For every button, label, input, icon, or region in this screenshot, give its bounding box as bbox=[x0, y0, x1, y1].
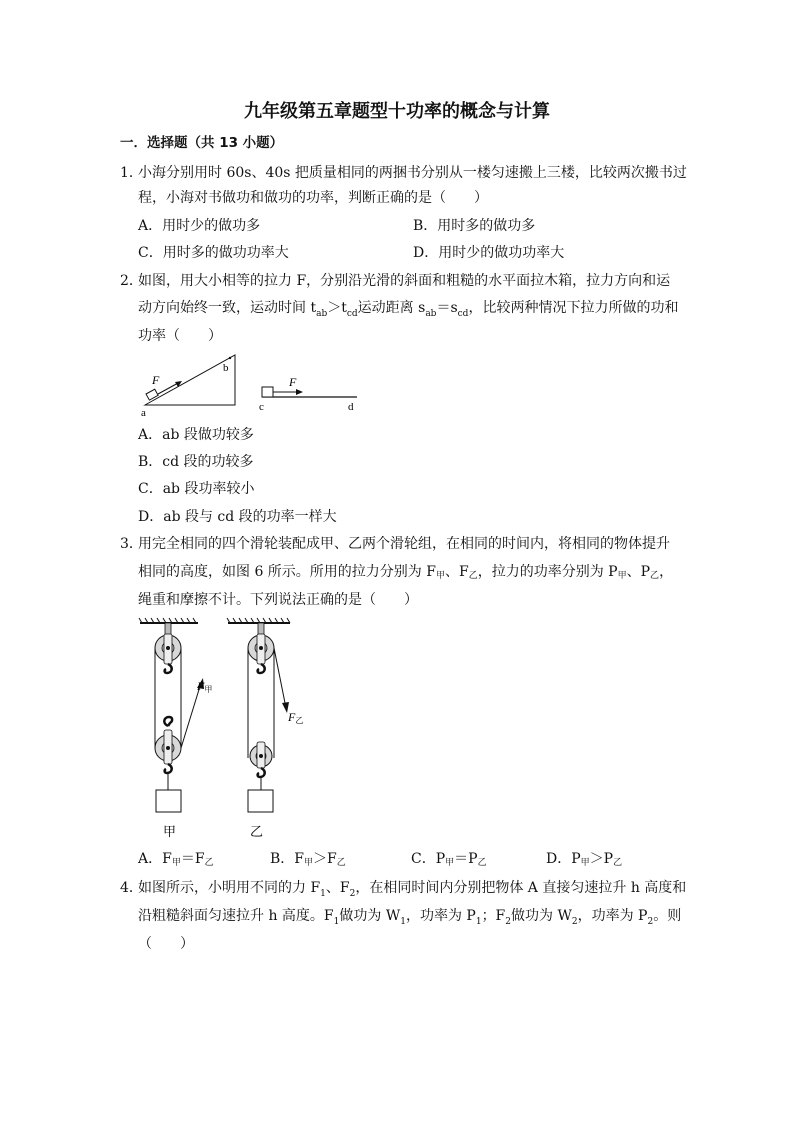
q2-line2-text-b: 运动距离 s bbox=[357, 300, 426, 316]
q1-option-c: C．用时多的做功功率大 bbox=[138, 245, 289, 261]
q2-line2-text-c: ，比较两种情况下拉力所做的功和 bbox=[468, 300, 679, 316]
q3-b-mid: ＞F bbox=[313, 851, 337, 867]
q2-stem-line2 bbox=[138, 298, 678, 318]
q3-sub-yi-1: 乙 bbox=[468, 571, 478, 581]
page-title: 九年级第五章题型十功率的概念与计算 bbox=[244, 101, 550, 122]
q3-d-sub2: 乙 bbox=[613, 858, 623, 868]
q3-d-mid: ＞P bbox=[589, 851, 614, 867]
q3-figure bbox=[138, 618, 338, 843]
q4-stem-line2 bbox=[138, 906, 681, 926]
q2-figure bbox=[135, 350, 375, 420]
q4-l2-p1: ，功率为 P bbox=[405, 908, 476, 924]
q3-a-pre: A．F bbox=[138, 851, 172, 867]
q3-sub-jia-1: 甲 bbox=[435, 571, 445, 581]
q3-c-mid: ＝P bbox=[454, 851, 478, 867]
q4-l1-a: 如图所示，小明用不同的力 F bbox=[138, 880, 321, 896]
q4-l1-s1: 1 bbox=[320, 888, 326, 899]
q3-sub-jia-2: 甲 bbox=[617, 571, 627, 581]
q1-option-a: A．用时少的做功多 bbox=[138, 218, 261, 234]
q2-eq: ＝s bbox=[436, 300, 458, 316]
q4-l2-s2c: 2 bbox=[647, 916, 654, 927]
q1-number: 1． bbox=[120, 165, 143, 181]
pulley-system-yi bbox=[227, 618, 303, 840]
q3-number: 3． bbox=[120, 536, 143, 552]
q4-number: 4． bbox=[120, 880, 143, 896]
q3-c-pre: C．P bbox=[411, 851, 446, 867]
q4-l2-s2: 2 bbox=[505, 916, 512, 927]
q3-d-sub1: 甲 bbox=[580, 858, 590, 868]
q3-stem-line2 bbox=[138, 562, 673, 586]
q4-l2-w1: 做功为 W bbox=[339, 908, 401, 924]
horizontal-box bbox=[262, 387, 273, 397]
q2-line2-text-a: 动方向始终一致，运动时间 t bbox=[138, 300, 317, 316]
q4-l2-s1b: 1 bbox=[400, 916, 406, 927]
q4-l2-p2: ，功率为 P bbox=[577, 908, 648, 924]
q3-a-sub1: 甲 bbox=[171, 858, 181, 868]
q2-sub-cd-1: cd bbox=[346, 308, 358, 319]
force-label-yi-f: F bbox=[288, 710, 296, 724]
q4-stem-line1 bbox=[138, 878, 686, 898]
q4-l2-w2: 做功为 W bbox=[511, 908, 572, 924]
label-a: a bbox=[141, 407, 146, 419]
caption-yi: 乙 bbox=[250, 825, 264, 840]
point-b-dot bbox=[229, 357, 231, 359]
q3-option-b bbox=[270, 849, 346, 873]
force-label-jia-sub: 甲 bbox=[204, 685, 213, 694]
q3-b-sub2: 乙 bbox=[336, 858, 346, 868]
force-label-yi-sub: 乙 bbox=[295, 716, 304, 725]
label-c: c bbox=[259, 401, 264, 413]
q3-sub-yi-2: 乙 bbox=[650, 571, 660, 581]
q3-line2-text-c: ， bbox=[659, 564, 674, 580]
q3-d-pre: D．P bbox=[546, 851, 581, 867]
horizontal-force-arrowhead bbox=[296, 389, 303, 395]
q3-sep: 、F bbox=[445, 564, 469, 580]
q3-b-sub1: 甲 bbox=[304, 858, 314, 868]
horizontal-force-label: F bbox=[289, 375, 297, 389]
q3-stem-line3: 绳重和摩擦不计。下列说法正确的是（ ） bbox=[138, 592, 418, 608]
q3-c-sub1: 甲 bbox=[445, 858, 455, 868]
q3-option-a bbox=[138, 849, 214, 873]
q1-stem-line2: 程，小海对书做功和做功的功率，判断正确的是（ ） bbox=[138, 190, 488, 206]
q1-option-b: B．用时多的做功多 bbox=[413, 218, 536, 234]
q3-line2-text-b: ，拉力的功率分别为 P bbox=[477, 564, 618, 580]
fixed-axle-jia bbox=[166, 646, 170, 650]
q3-option-c bbox=[411, 849, 487, 873]
q2-stem-line3: 功率（ ） bbox=[138, 328, 222, 344]
q3-a-sub2: 乙 bbox=[204, 858, 214, 868]
weight-yi bbox=[248, 790, 273, 812]
q4-l2-s1: 1 bbox=[333, 916, 340, 927]
q2-number: 2． bbox=[120, 273, 143, 289]
force-label-jia-f: F bbox=[197, 679, 205, 693]
q2-gt: ＞t bbox=[327, 300, 347, 316]
upper-hook-movable-jia bbox=[164, 717, 172, 726]
fixed-hook-yi bbox=[258, 664, 265, 673]
force-label-yi bbox=[287, 710, 303, 725]
q4-l2-s2b: 2 bbox=[571, 916, 578, 927]
q1-stem-line1: 小海分别用时 60s、40s 把质量相同的两捆书分别从一楼匀速搬上三楼，比较两次搬书过 bbox=[138, 165, 687, 181]
pulley-system-jia bbox=[139, 618, 212, 840]
q2-sub-cd-2: cd bbox=[457, 308, 469, 319]
section-heading: 一．选择题（共 13 小题） bbox=[120, 135, 284, 151]
q2-sub-ab-2: ab bbox=[425, 308, 437, 319]
q3-b-pre: B．F bbox=[270, 851, 305, 867]
force-label-jia bbox=[196, 679, 212, 694]
q2-option-c: C．ab 段功率较小 bbox=[138, 481, 255, 497]
q2-stem-line1: 如图，用大小相等的拉力 F，分别沿光滑的斜面和粗糙的水平面拉木箱，拉力方向和运 bbox=[138, 273, 671, 289]
q3-stem-line1: 用完全相同的四个滑轮装配成甲、乙两个滑轮组，在相同的时间内，将相同的物体提升 bbox=[138, 536, 670, 552]
weight-jia bbox=[156, 790, 181, 812]
label-b: b bbox=[223, 362, 229, 374]
q1-option-d: D．用时少的做功功率大 bbox=[413, 245, 565, 261]
movable-axle-jia bbox=[166, 746, 170, 750]
q4-l1-b: ，在相同时间内分别把物体 A 直接匀速拉升 h 高度和 bbox=[355, 880, 687, 896]
q3-c-sub2: 乙 bbox=[477, 858, 487, 868]
q4-l2-a: 沿粗糙斜面匀速拉升 h 高度。F bbox=[138, 908, 334, 924]
movable-axle-yi bbox=[259, 754, 263, 758]
incline-force-label: F bbox=[152, 373, 160, 387]
fixed-hook-jia bbox=[165, 664, 172, 673]
q2-option-a: A．ab 段做功较多 bbox=[138, 427, 254, 443]
q3-option-d bbox=[546, 849, 622, 873]
caption-jia: 甲 bbox=[163, 825, 177, 840]
q4-l2-semi: ；F bbox=[481, 908, 506, 924]
label-d: d bbox=[348, 401, 354, 413]
pull-rope-yi bbox=[274, 648, 286, 708]
q4-l1-s2: 2 bbox=[349, 888, 356, 899]
q2-option-b: B．cd 段的功较多 bbox=[138, 454, 254, 470]
fixed-axle-yi bbox=[259, 646, 263, 650]
q2-option-d: D．ab 段与 cd 段的功率一样大 bbox=[138, 509, 337, 525]
q3-line2-text-a: 相同的高度，如图 6 所示。所用的拉力分别为 F bbox=[138, 564, 436, 580]
q4-l2-s1c: 1 bbox=[475, 916, 482, 927]
q2-sub-ab-1: ab bbox=[316, 308, 328, 319]
lower-hook-jia bbox=[165, 764, 172, 773]
q3-sep2: 、P bbox=[626, 564, 651, 580]
lower-hook-yi bbox=[258, 768, 265, 777]
q3-a-mid: ＝F bbox=[180, 851, 205, 867]
q4-stem-line3: （ ） bbox=[138, 936, 194, 952]
q4-l2-end: 。则 bbox=[653, 908, 682, 924]
q4-l1-c1: 、F bbox=[325, 880, 350, 896]
